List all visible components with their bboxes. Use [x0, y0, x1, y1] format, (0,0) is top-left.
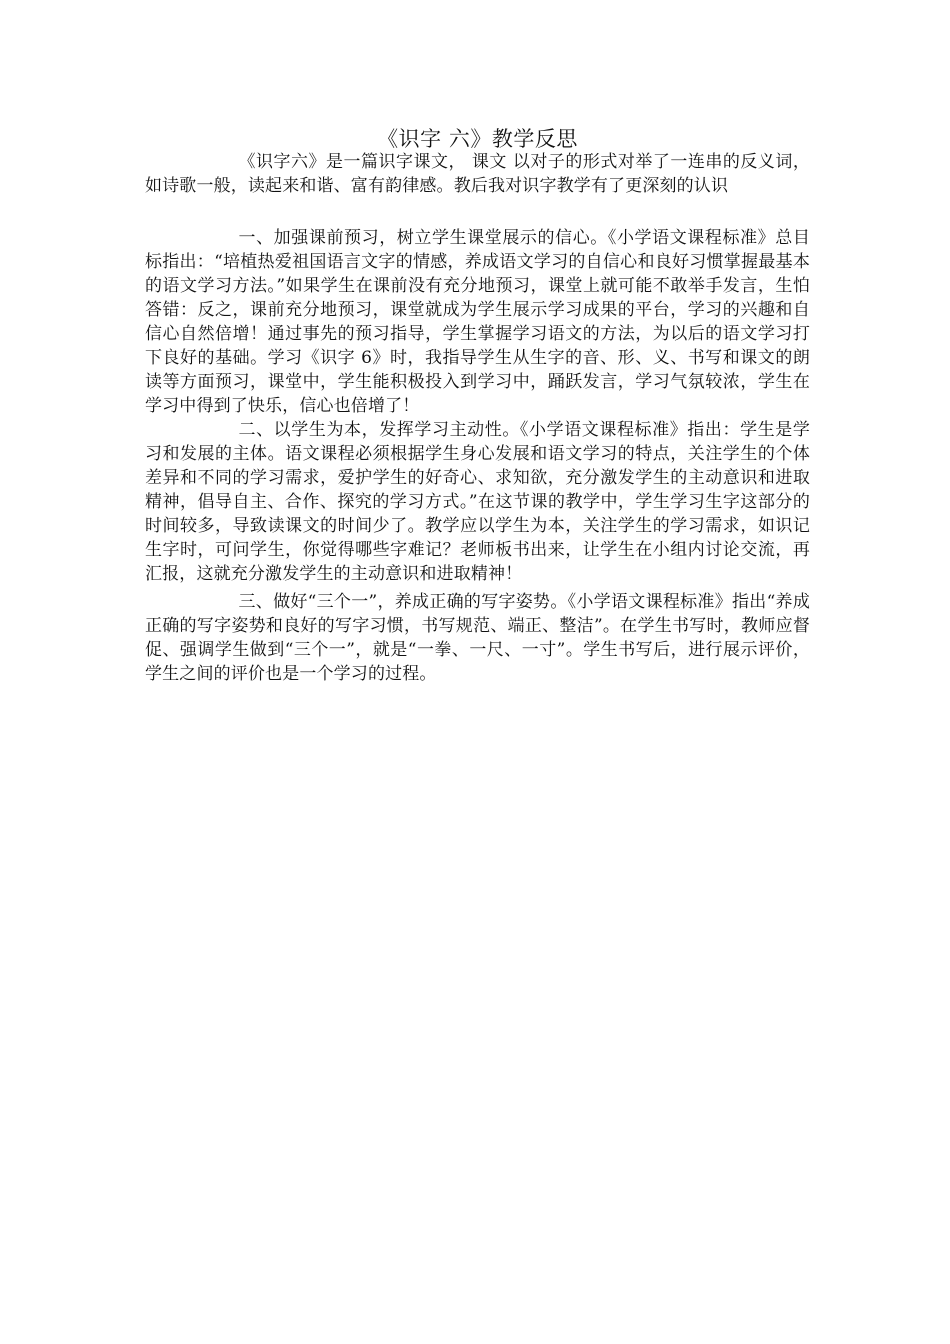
document-body: [145, 150, 810, 686]
section-1-paragraph: 一、加强课前预习，树立学生课堂展示的信心。《小学语文课程标准》总目标指出：“培植热爱祖国语言文字的情感，养成语文学习的自信心和良好习惯掌握最基本的语文学习方法。”如果学生在课前没有充分地预习，课堂上就可能不敢举手发言，生怕答错：反之，课前充分地预习，课堂就成为学生展示学习成果的平台，学习的兴趣和自信心自然倍增！通过事先的预习指导，学生掌握学习语文的方法，为以后的语文学习打下良好的基础。学习《识字 6》时，我指导学生从生字的音、形、义、书写和课文的朗读等方面预习，课堂中，学生能积极投入到学习中，踊跃发言，学习气氛较浓，学生在学习中得到了快乐，信心也倍增了！: [145, 228, 810, 416]
section-2-paragraph: 二、以学生为本，发挥学习主动性。《小学语文课程标准》指出：学生是学习和发展的主体。语文课程必须根据学生身心发展和语文学习的特点，关注学生的个体差异和不同的学习需求，爱护学生的好奇心、求知欲，充分激发学生的主动意识和进取精神，倡导自主、合作、探究的学习方式。”在这节课的教学中，学生学习生字这部分的时间较多，导致读课文的时间少了。教学应以学生为本，关注学生的学习需求，如识记生字时，可问学生，你觉得哪些字难记？老师板书出来，让学生在小组内讨论交流，再汇报，这就充分激发学生的主动意识和进取精神！: [145, 420, 810, 584]
section-3-paragraph: 三、做好“三个一”，养成正确的写字姿势。《小学语文课程标准》指出“养成正确的写字姿势和良好的写字习惯，书写规范、端正、整洁”。在学生书写时，教师应督促、强调学生做到“三个一”，就是“一拳、一尺、一寸”。学生书写后，进行展示评价，学生之间的评价也是一个学习的过程。: [145, 592, 810, 684]
document-title: 《识字 六》教学反思: [377, 127, 578, 151]
intro-paragraph: 《识字六》是一篇识字课文， 课文 以对子的形式对举了一连串的反义词，如诗歌一般，读起来和谐、富有韵律感。教后我对识字教学有了更深刻的认识: [145, 152, 810, 196]
